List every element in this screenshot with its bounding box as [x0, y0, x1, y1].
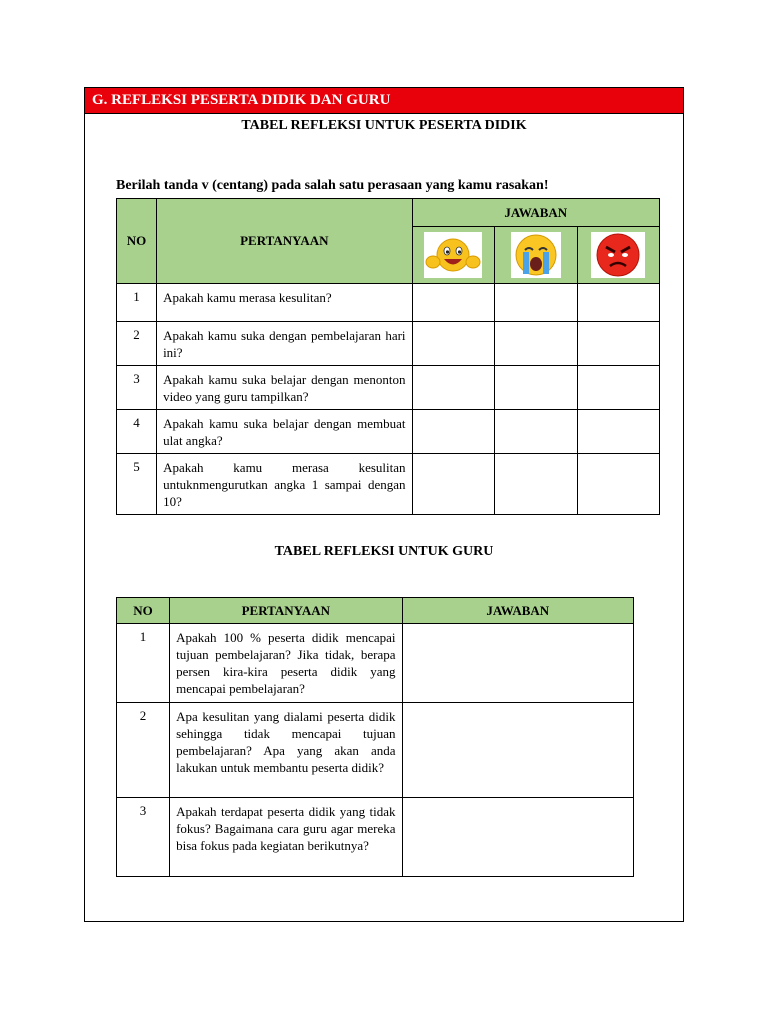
row-number: 2 [117, 703, 170, 798]
header-answer: JAWABAN [412, 199, 659, 227]
table-row [117, 454, 660, 515]
answer-cell-crying[interactable] [494, 366, 577, 410]
crying-emoji-cell [494, 227, 577, 284]
answer-cell-happy[interactable] [412, 410, 494, 454]
row-question: Apakah kamu suka belajar dengan menonton video yang guru tampilkan? [157, 366, 412, 410]
angry-emoji-cell [577, 227, 659, 284]
table-row [117, 703, 634, 798]
table-row [117, 284, 660, 322]
row-question: Apakah terdapat peserta didik yang tidak fokus? Bagaimana cara guru agar mereka bisa fokus pada kegiatan berikutnya? [170, 798, 402, 877]
header-no: NO [117, 199, 157, 284]
angry-emoji-icon [591, 232, 645, 278]
row-number: 3 [117, 366, 157, 410]
row-number: 3 [117, 798, 170, 877]
row-number: 4 [117, 410, 157, 454]
row-question: Apakah kamu merasa kesulitan untuknmengurutkan angka 1 sampai dengan 10? [157, 454, 412, 515]
table-row [117, 798, 634, 877]
table-row [117, 410, 660, 454]
answer-cell-crying[interactable] [494, 284, 577, 322]
answer-cell-happy[interactable] [412, 454, 494, 515]
row-question: Apakah kamu suka belajar dengan membuat ulat angka? [157, 410, 412, 454]
header-answer: JAWABAN [402, 598, 633, 624]
answer-cell[interactable] [402, 798, 633, 877]
student-reflection-table [116, 198, 660, 515]
row-question: Apakah kamu merasa kesulitan? [157, 284, 412, 322]
row-question: Apakah kamu suka dengan pembelajaran hari ini? [157, 322, 412, 366]
answer-cell-happy[interactable] [412, 366, 494, 410]
section-title: G. REFLEKSI PESERTA DIDIK DAN GURU [85, 88, 683, 114]
row-question: Apakah 100 % peserta didik mencapai tujuan pembelajaran? Jika tidak, berapa persen kira-kira peserta didik yang mencapai pembelajaran? [170, 624, 402, 703]
answer-cell[interactable] [402, 703, 633, 798]
answer-cell-happy[interactable] [412, 284, 494, 322]
answer-cell-happy[interactable] [412, 322, 494, 366]
answer-cell-angry[interactable] [577, 366, 659, 410]
answer-cell-crying[interactable] [494, 322, 577, 366]
answer-cell-crying[interactable] [494, 410, 577, 454]
answer-cell-crying[interactable] [494, 454, 577, 515]
header-question: PERTANYAAN [157, 199, 412, 284]
header-no: NO [117, 598, 170, 624]
answer-cell-angry[interactable] [577, 322, 659, 366]
table-row [117, 366, 660, 410]
table-row [117, 322, 660, 366]
answer-cell[interactable] [402, 624, 633, 703]
crying-emoji-icon [511, 232, 561, 278]
teacher-table-title: TABEL REFLEKSI UNTUK GURU [274, 544, 494, 559]
happy-emoji-cell [412, 227, 494, 284]
answer-cell-angry[interactable] [577, 410, 659, 454]
answer-cell-angry[interactable] [577, 454, 659, 515]
row-number: 5 [117, 454, 157, 515]
row-number: 2 [117, 322, 157, 366]
teacher-reflection-table [116, 597, 634, 877]
row-question: Apa kesulitan yang dialami peserta didik sehingga tidak mencapai tujuan pembelajaran? Apa yang akan anda lakukan untuk membantu peserta didik? [170, 703, 402, 798]
student-instruction: Berilah tanda v (centang) pada salah satu perasaan yang kamu rasakan! [116, 178, 549, 193]
reflection-section [84, 87, 684, 922]
row-number: 1 [117, 284, 157, 322]
header-question: PERTANYAAN [170, 598, 402, 624]
table-row [117, 624, 634, 703]
row-number: 1 [117, 624, 170, 703]
happy-emoji-icon [424, 232, 482, 278]
answer-cell-angry[interactable] [577, 284, 659, 322]
student-table-title: TABEL REFLEKSI UNTUK PESERTA DIDIK [241, 118, 527, 133]
